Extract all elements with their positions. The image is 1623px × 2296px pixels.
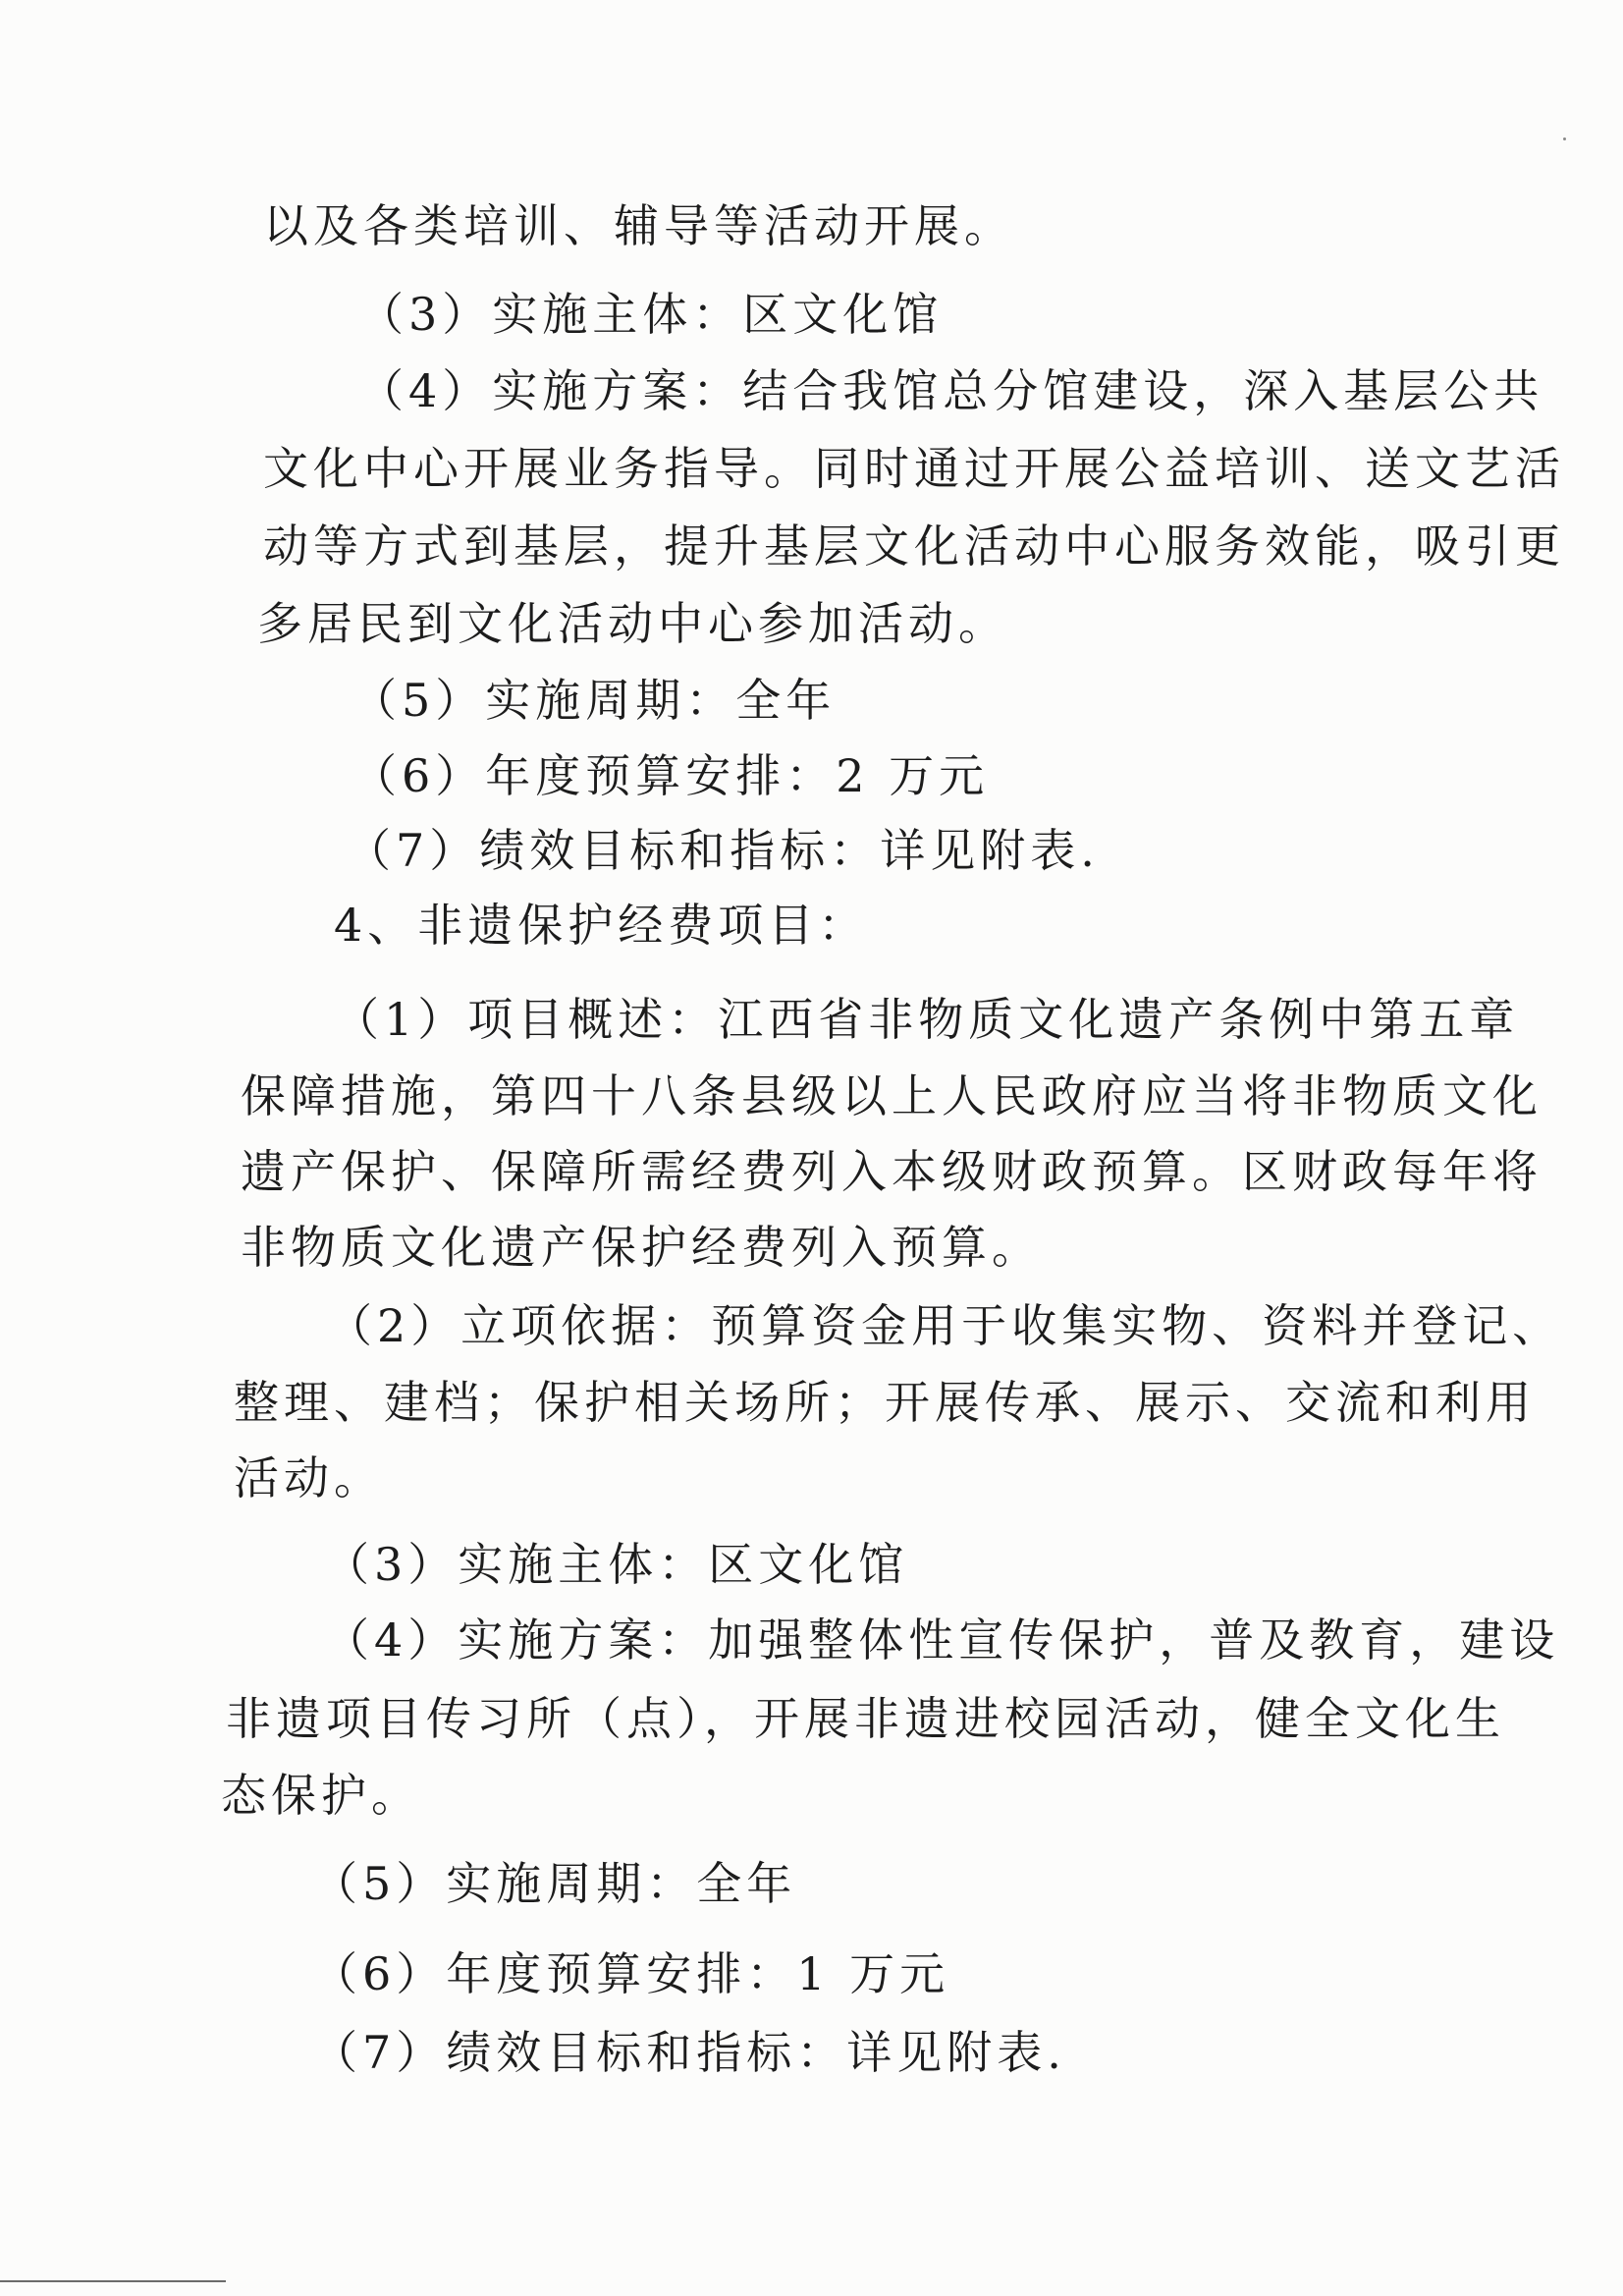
text-line: 活动。 [234, 1451, 384, 1504]
text-line: 遗产保护、保障所需经费列入本级财政预算。区财政每年将 [241, 1145, 1542, 1198]
text-line: （7）绩效目标和指标：详见附表. [312, 2026, 1066, 2079]
text-line: （6）年度预算安排：1 万元 [312, 1947, 950, 2000]
text-line: 态保护。 [221, 1769, 421, 1822]
scan-edge-line [0, 2280, 226, 2282]
text-line: 文化中心开展业务指导。同时通过开展公益培训、送文艺活 [263, 442, 1565, 495]
text-line: （7）绩效目标和指标：详见附表. [346, 824, 1100, 877]
text-line: （1）项目概述：江西省非物质文化遗产条例中第五章 [334, 993, 1520, 1046]
text-line: 以及各类培训、辅导等活动开展。 [263, 199, 1014, 252]
text-line: （2）立项依据：预算资金用于收集实物、资料并登记、 [327, 1299, 1563, 1352]
text-line: （4）实施方案：结合我馆总分馆建设，深入基层公共 [358, 364, 1544, 417]
text-line: （5）实施周期：全年 [312, 1857, 797, 1910]
text-line: 动等方式到基层，提升基层文化活动中心服务效能，吸引更 [263, 519, 1565, 573]
text-line: （4）实施方案：加强整体性宣传保护，普及教育，建设 [324, 1613, 1560, 1667]
text-line: 非遗项目传习所（点），开展非遗进校园活动，健全文化生 [226, 1692, 1505, 1745]
text-line: （5）实施周期：全年 [352, 674, 837, 727]
text-line: （3）实施主体：区文化馆 [358, 288, 944, 341]
section-heading: 4、非遗保护经费项目： [334, 899, 869, 952]
scan-speck [1563, 137, 1566, 140]
text-line: （6）年度预算安排：2 万元 [352, 749, 990, 802]
text-line: （3）实施主体：区文化馆 [324, 1538, 909, 1591]
text-line: 多居民到文化活动中心参加活动。 [257, 597, 1008, 650]
text-line: 非物质文化遗产保护经费列入预算。 [241, 1221, 1042, 1274]
text-line: 保障措施，第四十八条县级以上人民政府应当将非物质文化 [241, 1069, 1542, 1122]
text-line: 整理、建档；保护相关场所；开展传承、展示、交流和利用 [234, 1376, 1536, 1429]
